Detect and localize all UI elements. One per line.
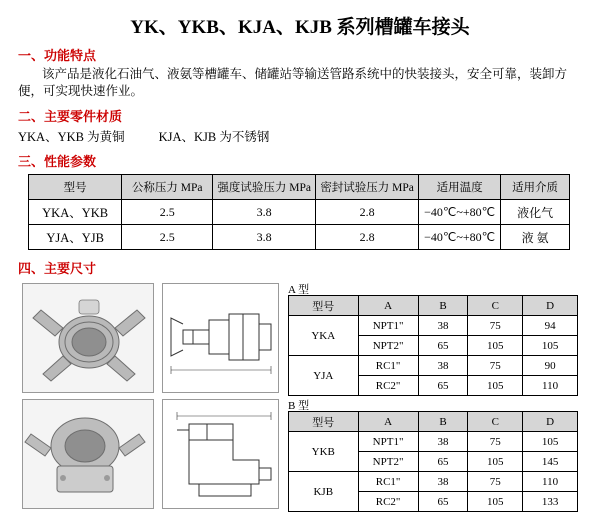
cell-d: 133 bbox=[523, 492, 578, 512]
cell-b: 65 bbox=[418, 452, 468, 472]
cell-b: 65 bbox=[418, 376, 468, 396]
col-a: A bbox=[358, 412, 418, 432]
col-medium: 适用介质 bbox=[501, 175, 570, 200]
section-heading-materials: 二、主要零件材质 bbox=[18, 109, 123, 124]
cell-seal-pressure: 2.8 bbox=[316, 200, 419, 225]
col-seal-test-pressure: 密封试验压力 MPa bbox=[316, 175, 419, 200]
cell-model-group: KJB bbox=[289, 472, 359, 512]
material-line-2: KJA、KJB 为不锈钢 bbox=[158, 130, 270, 144]
material-line-1: YKA、YKB 为黄铜 bbox=[18, 130, 125, 144]
cell-d: 110 bbox=[523, 376, 578, 396]
section-heading-features: 一、功能特点 bbox=[18, 48, 97, 63]
cell-d: 94 bbox=[523, 316, 578, 336]
cell-a: RC1" bbox=[358, 472, 418, 492]
cell-model-group: YKA bbox=[289, 316, 359, 356]
cell-d: 90 bbox=[523, 356, 578, 376]
cell-b: 38 bbox=[418, 316, 468, 336]
cell-strength-pressure: 3.8 bbox=[213, 225, 316, 250]
col-d: D bbox=[523, 296, 578, 316]
cell-d: 145 bbox=[523, 452, 578, 472]
cell-a: RC2" bbox=[358, 492, 418, 512]
materials-lines bbox=[18, 127, 600, 145]
table-header-row bbox=[289, 412, 578, 432]
cell-d: 105 bbox=[523, 336, 578, 356]
col-nominal-pressure: 公称压力 MPa bbox=[122, 175, 213, 200]
cell-strength-pressure: 3.8 bbox=[213, 200, 316, 225]
cell-model: YKA、YKB bbox=[29, 200, 122, 225]
line-drawing-coupling-b bbox=[162, 399, 279, 509]
section-heading-dimensions: 四、主要尺寸 bbox=[18, 261, 97, 276]
type-a-table bbox=[288, 295, 578, 396]
page-title: YK、YKB、KJA、KJB 系列槽罐车接头 bbox=[130, 17, 470, 38]
cell-seal-pressure: 2.8 bbox=[316, 225, 419, 250]
type-a-table-wrapper bbox=[288, 295, 578, 396]
type-b-table-wrapper bbox=[288, 411, 578, 512]
table-header-row bbox=[289, 296, 578, 316]
table-row bbox=[29, 200, 570, 225]
line-drawing-coupling-a bbox=[162, 283, 279, 393]
col-c: C bbox=[468, 412, 523, 432]
cell-a: NPT2" bbox=[358, 336, 418, 356]
cell-model: YJA、YJB bbox=[29, 225, 122, 250]
performance-table bbox=[28, 174, 570, 250]
table-row bbox=[29, 225, 570, 250]
col-a: A bbox=[358, 296, 418, 316]
cell-d: 105 bbox=[523, 432, 578, 452]
cell-b: 65 bbox=[418, 336, 468, 356]
features-text: 该产品是液化石油气、液氨等槽罐车、储罐站等输送管路系统中的快装接头，安全可靠，装卸方便，可实现快速作业。 bbox=[18, 67, 568, 98]
col-b: B bbox=[418, 296, 468, 316]
table-row bbox=[289, 316, 578, 336]
cell-medium: 液 氨 bbox=[501, 225, 570, 250]
cell-medium: 液化气 bbox=[501, 200, 570, 225]
cell-d: 110 bbox=[523, 472, 578, 492]
col-model: 型号 bbox=[289, 412, 359, 432]
table-row bbox=[289, 472, 578, 492]
col-temperature: 适用温度 bbox=[419, 175, 501, 200]
cell-a: RC1" bbox=[358, 356, 418, 376]
col-strength-test-pressure: 强度试验压力 MPa bbox=[213, 175, 316, 200]
cell-c: 75 bbox=[468, 432, 523, 452]
photo-coupling-a bbox=[22, 283, 154, 393]
cell-c: 75 bbox=[468, 356, 523, 376]
cell-b: 38 bbox=[418, 356, 468, 376]
cell-b: 65 bbox=[418, 492, 468, 512]
col-d: D bbox=[523, 412, 578, 432]
cell-c: 75 bbox=[468, 316, 523, 336]
table-header-row bbox=[29, 175, 570, 200]
col-model: 型号 bbox=[29, 175, 122, 200]
photo-coupling-b bbox=[22, 399, 154, 509]
section-heading-performance: 三、性能参数 bbox=[18, 154, 97, 169]
cell-nominal-pressure: 2.5 bbox=[122, 225, 213, 250]
cell-a: NPT1" bbox=[358, 432, 418, 452]
cell-a: NPT2" bbox=[358, 452, 418, 472]
cell-c: 105 bbox=[468, 376, 523, 396]
type-a-label: A 型 bbox=[288, 284, 310, 296]
type-b-label: B 型 bbox=[288, 400, 310, 412]
cell-c: 105 bbox=[468, 452, 523, 472]
cell-b: 38 bbox=[418, 472, 468, 492]
cell-nominal-pressure: 2.5 bbox=[122, 200, 213, 225]
cell-a: RC2" bbox=[358, 376, 418, 396]
cell-temperature: −40℃~+80℃ bbox=[419, 200, 501, 225]
cell-c: 105 bbox=[468, 492, 523, 512]
cell-c: 105 bbox=[468, 336, 523, 356]
table-row bbox=[289, 356, 578, 376]
col-c: C bbox=[468, 296, 523, 316]
cell-b: 38 bbox=[418, 432, 468, 452]
col-model: 型号 bbox=[289, 296, 359, 316]
type-b-table bbox=[288, 411, 578, 512]
cell-model-group: YKB bbox=[289, 432, 359, 472]
cell-a: NPT1" bbox=[358, 316, 418, 336]
cell-model-group: YJA bbox=[289, 356, 359, 396]
table-row bbox=[289, 432, 578, 452]
cell-temperature: −40℃~+80℃ bbox=[419, 225, 501, 250]
col-b: B bbox=[418, 412, 468, 432]
cell-c: 75 bbox=[468, 472, 523, 492]
